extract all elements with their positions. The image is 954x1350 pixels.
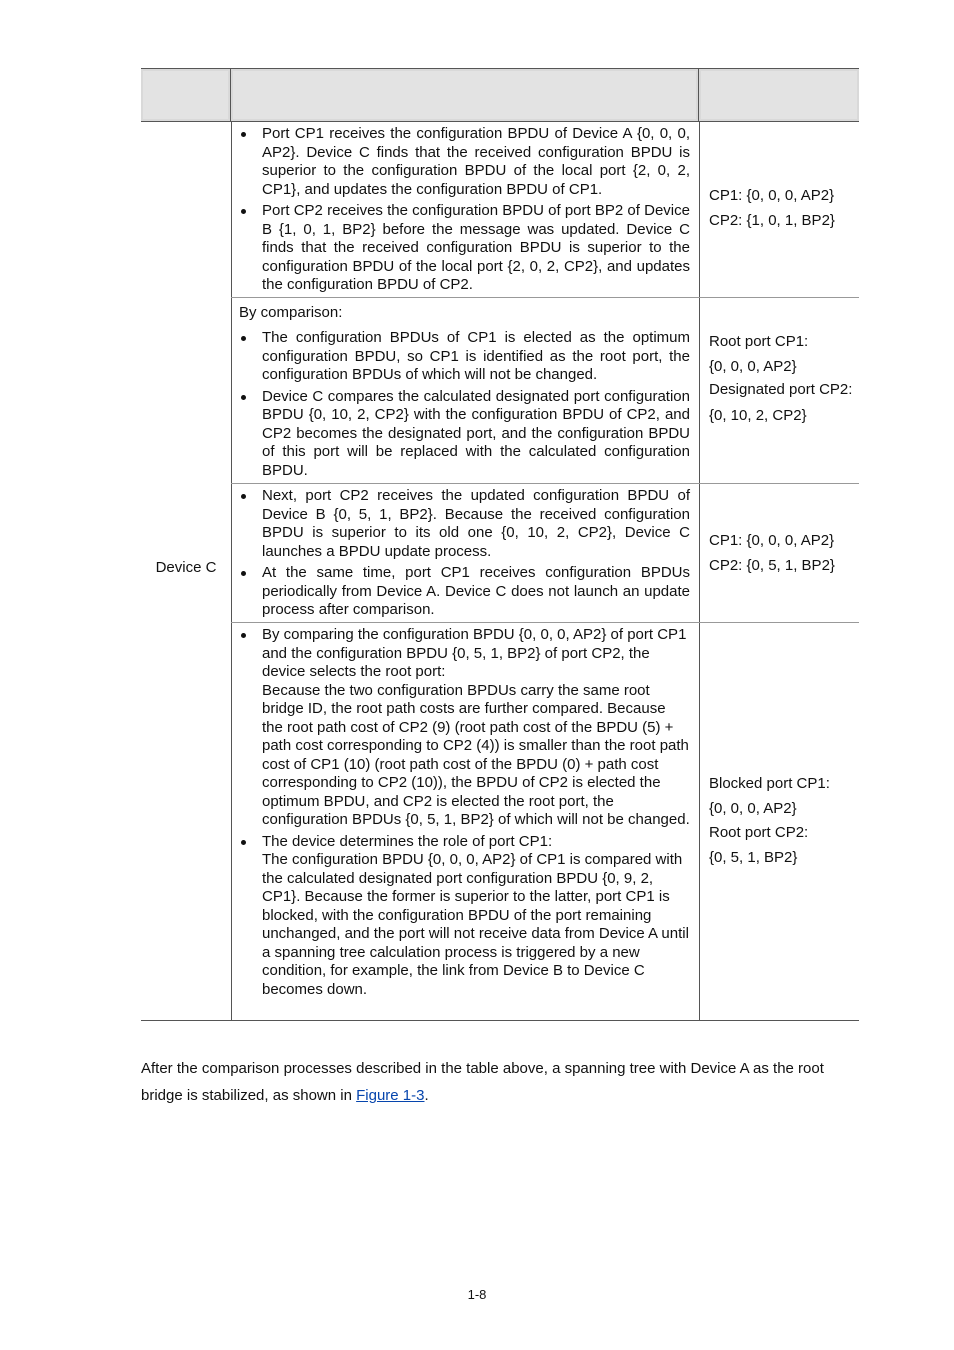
result-line: {0, 0, 0, AP2} — [709, 358, 797, 375]
result-cell — [700, 122, 859, 297]
result-line: Root port CP1: — [709, 333, 809, 350]
table-row — [231, 122, 859, 297]
table-row — [231, 622, 859, 1021]
header-cell-3 — [699, 69, 859, 121]
process-cell — [231, 122, 700, 297]
table-row — [231, 483, 859, 622]
list-item: Next, port CP2 receives the updated configuration BPDU of Device B {0, 5, 1, BP2}. Because the received configuration BPDU is superior to its old one {0, 10, 2, CP2}, Device C launches a BPDU update process. — [231, 487, 699, 561]
result-line: {0, 5, 1, BP2} — [709, 848, 798, 866]
figure-link[interactable]: Figure 1-3 — [356, 1087, 425, 1104]
list-item: Port CP1 receives the configuration BPDU of Device A {0, 0, 0, AP2}. Device C finds that the received configuration BPDU is superior to the configuration BPDU of the local port {2, 0, 2, CP1}, and updates the configuration BPDU of CP1. — [231, 125, 699, 199]
list-item: Port CP2 receives the configuration BPDU of port BP2 of Device B {1, 0, 1, BP2} before the message was updated. Device C finds that the received configuration BPDU is superior to the configuration BPDU of the local port {2, 0, 2, CP2}, and updates the configuration BPDU of CP2. — [231, 202, 699, 295]
result-line: CP1: {0, 0, 0, AP2} — [709, 532, 835, 549]
result-line: Root port CP2: — [709, 824, 809, 841]
paragraph-text: After the comparison processes described in the table above, a spanning tree with Device A as the root bridge is stabilized, as shown in — [141, 1060, 824, 1104]
list-item: The device determines the role of port CP1: The configuration BPDU {0, 0, 0, AP2} of CP1 is compared with the calculated designated port configuration BPDU {0, 9, 2, CP1}. Because the former is superior to the latter, port CP1 is blocked, with the configuration BPDU of the port remaining unchanged, and the port will not receive data from Device A until a spanning tree calculation process is triggered by a new condition, for example, the link from Device B to Device C becomes down. — [231, 833, 699, 1000]
comparison-table — [141, 68, 859, 1021]
result-line: {0, 0, 0, AP2} — [709, 799, 797, 817]
list-item: Device C compares the calculated designated port configuration BPDU {0, 10, 2, CP2} with the configuration BPDU of CP2, and CP2 becomes the designated port, and the configuration BPDU of this port will be replaced with the calculated configuration BPDU. — [231, 388, 699, 481]
intro-text: By comparison: — [239, 304, 343, 321]
table-body — [141, 122, 859, 1021]
bullet-icon — [241, 209, 246, 214]
process-cell — [231, 484, 700, 622]
device-label: Device C — [155, 559, 217, 576]
result-line: CP2: {1, 0, 1, BP2} — [709, 211, 835, 229]
process-cell — [231, 298, 700, 483]
bullet-icon — [241, 132, 246, 137]
process-cell — [231, 623, 700, 1021]
header-cell-1 — [141, 69, 231, 121]
result-line: Designated port CP2: — [709, 381, 853, 398]
table-header — [141, 68, 859, 122]
table-row — [231, 297, 859, 483]
page-number: 1-8 — [467, 1287, 487, 1302]
result-line: Blocked port CP1: — [709, 775, 830, 792]
result-line: CP2: {0, 5, 1, BP2} — [709, 556, 835, 574]
result-cell — [700, 484, 859, 622]
bullet-icon — [241, 395, 246, 400]
bullet-icon — [241, 571, 246, 576]
result-cell — [700, 298, 859, 483]
bullet-icon — [241, 336, 246, 341]
body-paragraph — [141, 1055, 866, 1109]
result-line: {0, 10, 2, CP2} — [709, 406, 807, 424]
list-item: By comparing the configuration BPDU {0, 0, 0, AP2} of port CP1 and the configuration BPDU {0, 5, 1, BP2} of port CP2, the device selects the root port: Because the two configuration BPDUs carry the same root bridge ID, the root path costs are further compared. Because the root path cost of CP2 (9) (root path cost of the BPDU (5) + path cost corresponding to CP2 (4)) is smaller than the root path cost of CP1 (10) (root path cost of the BPDU (0) + path cost corresponding to CP2 (10)), the BPDU of CP2 is elected the optimum BPDU, and CP2 is elected the root port, the configuration BPDUs {0, 5, 1, BP2} of which will not be changed. — [231, 626, 699, 830]
bullet-icon — [241, 840, 246, 845]
list-item: The configuration BPDUs of CP1 is elected as the optimum configuration BPDU, so CP1 is identified as the root port, the configuration BPDUs of which will not be changed. — [231, 329, 699, 385]
result-cell — [700, 623, 859, 1021]
list-item: At the same time, port CP1 receives configuration BPDUs periodically from Device A. Device C does not launch an update process after comparison. — [231, 564, 699, 620]
bullet-icon — [241, 633, 246, 638]
result-line: CP1: {0, 0, 0, AP2} — [709, 187, 835, 204]
header-cell-2 — [231, 69, 699, 121]
bullet-icon — [241, 494, 246, 499]
paragraph-text-end: . — [424, 1087, 429, 1104]
